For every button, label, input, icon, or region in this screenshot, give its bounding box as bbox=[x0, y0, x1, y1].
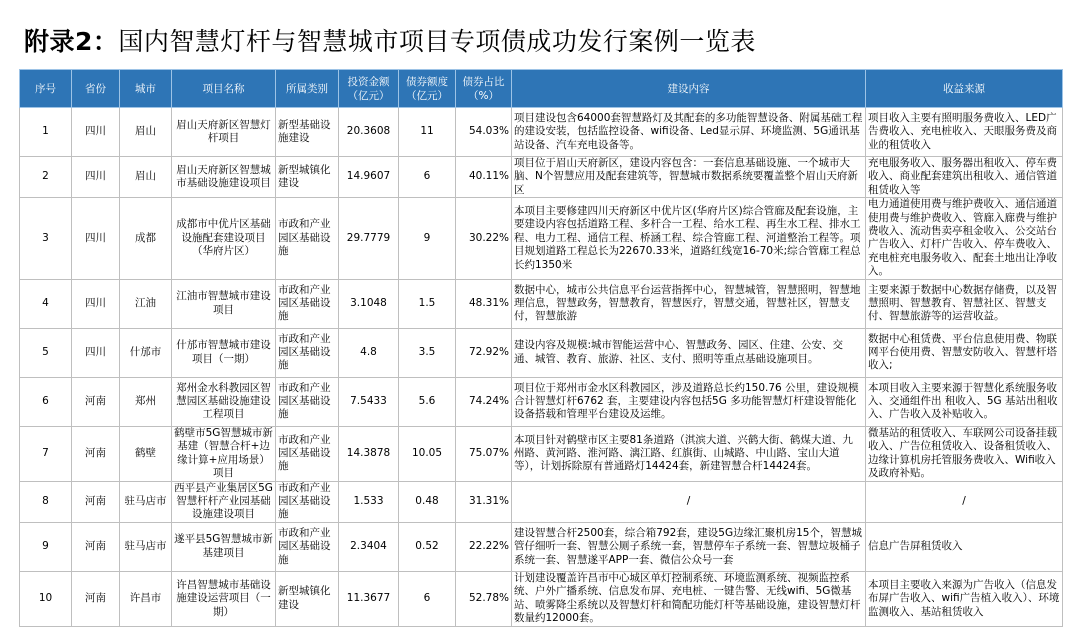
table-row bbox=[20, 108, 1063, 157]
cell-index: 8 bbox=[20, 481, 72, 522]
cell-project-name: 什邡市智慧城市建设项目（一期） bbox=[172, 328, 276, 377]
table-row bbox=[20, 426, 1063, 481]
cell-investment: 3.1048 bbox=[339, 279, 399, 328]
cell-investment: 4.8 bbox=[339, 328, 399, 377]
cell-province: 四川 bbox=[72, 157, 120, 198]
cell-revenue: 电力通道使用费与维护费收入、通信通道使用费与维护费收入、管廊入廊费与维护费收入、流动售卖亭租金收入、公交站台广告收入、灯杆广告收入、停车费收入、充电桩充电服务收入、配套土地出让净收入。 bbox=[866, 198, 1063, 279]
cell-province: 河南 bbox=[72, 571, 120, 626]
cell-project-name: 遂平县5G智慧城市新基建项目 bbox=[172, 522, 276, 571]
cell-investment: 14.9607 bbox=[339, 157, 399, 198]
cell-city: 驻马店市 bbox=[120, 481, 172, 522]
cell-project-name: 眉山天府新区智慧城市基础设施建设项目 bbox=[172, 157, 276, 198]
cell-revenue: 本项目主要收入来源为广告收入（信息发布屏广告收入、wifi广告植入收入）、环境监测收入、基站租赁收入 bbox=[866, 571, 1063, 626]
cell-content: 建设智慧合杆2500套，综合箱792套，建设5G边缘汇聚机房15个，智慧城管仔细听一套、智慧公厕子系统一套，智慧停车子系统一套、智慧垃圾桶子系统一套、智慧遂平APP一套、微信公众号一套 bbox=[512, 522, 866, 571]
cell-bond-amount: 1.5 bbox=[399, 279, 456, 328]
cell-city: 许昌市 bbox=[120, 571, 172, 626]
cell-province: 河南 bbox=[72, 481, 120, 522]
cell-revenue: 数据中心租赁费、平台信息使用费、物联网平台使用费、智慧安防收入、智慧杆塔收入; bbox=[866, 328, 1063, 377]
cell-index: 1 bbox=[20, 108, 72, 157]
cell-revenue: 微基站的租赁收入、车联网公司设备挂载收入、广告位租赁收入、设备租赁收入、边缘计算机房托管服务费收入、Wifi收入及政府补贴。 bbox=[866, 426, 1063, 481]
cell-province: 河南 bbox=[72, 426, 120, 481]
project-table bbox=[19, 69, 1063, 627]
cell-bond-ratio: 22.22% bbox=[456, 522, 512, 571]
cell-bond-ratio: 75.07% bbox=[456, 426, 512, 481]
cell-revenue: 项目收入主要有照明服务费收入、LED广告费收入、充电桩收入、天眼服务费及商业的租赁收入 bbox=[866, 108, 1063, 157]
cell-category: 市政和产业园区基础设施 bbox=[276, 377, 339, 426]
cell-project-name: 眉山天府新区智慧灯杆项目 bbox=[172, 108, 276, 157]
cell-category: 市政和产业园区基础设施 bbox=[276, 198, 339, 279]
header-cell: 债券额度（亿元） bbox=[399, 70, 456, 108]
cell-bond-amount: 6 bbox=[399, 571, 456, 626]
cell-content: / bbox=[512, 481, 866, 522]
cell-province: 四川 bbox=[72, 198, 120, 279]
cell-category: 市政和产业园区基础设施 bbox=[276, 522, 339, 571]
cell-city: 鹤壁 bbox=[120, 426, 172, 481]
cell-index: 3 bbox=[20, 198, 72, 279]
cell-province: 河南 bbox=[72, 377, 120, 426]
cell-investment: 1.533 bbox=[339, 481, 399, 522]
cell-investment: 20.3608 bbox=[339, 108, 399, 157]
cell-investment: 14.3878 bbox=[339, 426, 399, 481]
table-row bbox=[20, 198, 1063, 279]
cell-city: 眉山 bbox=[120, 108, 172, 157]
header-cell: 省份 bbox=[72, 70, 120, 108]
cell-province: 河南 bbox=[72, 522, 120, 571]
cell-content: 项目位于眉山天府新区，建设内容包含：一套信息基础设施、一个城市大脑、N个智慧应用及配套建筑等，智慧城市数据系统要覆盖整个眉山天府新区 bbox=[512, 157, 866, 198]
title-prefix: 附录2： bbox=[24, 27, 119, 56]
cell-project-name: 鹤壁市5G智慧城市新基建（智慧合杆+边缘计算+应用场景）项目 bbox=[172, 426, 276, 481]
cell-bond-amount: 9 bbox=[399, 198, 456, 279]
cell-content: 计划建设覆盖许昌市中心城区单灯控制系统、环境监测系统、视频监控系统、户外广播系统、信息发布屏、充电桩、一键告警、无线wifi、5G微基站、喷雾降尘系统以及智慧灯杆和简配功能灯杆等基础设施，建设智慧灯杆数量约12000套。 bbox=[512, 571, 866, 626]
cell-category: 市政和产业园区基础设施 bbox=[276, 328, 339, 377]
project-table-container bbox=[19, 69, 1062, 627]
cell-bond-ratio: 72.92% bbox=[456, 328, 512, 377]
cell-index: 9 bbox=[20, 522, 72, 571]
cell-bond-amount: 3.5 bbox=[399, 328, 456, 377]
header-cell: 项目名称 bbox=[172, 70, 276, 108]
cell-bond-amount: 6 bbox=[399, 157, 456, 198]
cell-project-name: 西平县产业集居区5G智慧杆杆产业园基础设施建设项目 bbox=[172, 481, 276, 522]
cell-revenue: 本项目收入主要来源于智慧化系统服务收入、交通组件出 租收入、5G 基站出租收入、广告收入及补贴收入。 bbox=[866, 377, 1063, 426]
header-cell: 债券占比（%） bbox=[456, 70, 512, 108]
cell-content: 本项目针对鹤壁市区主要81条道路（淇滨大道、兴鹤大街、鹤煤大道、九州路、黄河路、淮河路、漓江路、红旗街、山城路、中山路、宝山大道等），计划拆除原有普通路灯14424套，新建智慧合杆14424套。 bbox=[512, 426, 866, 481]
table-row bbox=[20, 571, 1063, 626]
cell-content: 建设内容及规模:城市智能运营中心、智慧政务、园区、住建、公安、交通、城管、教育、旅游、社区、支付、照明等重点基础设施项目。 bbox=[512, 328, 866, 377]
cell-category: 市政和产业园区基础设施 bbox=[276, 279, 339, 328]
cell-city: 驻马店市 bbox=[120, 522, 172, 571]
cell-content: 项目建设包含64000套智慧路灯及其配套的多功能智慧设备、附属基础工程的建设安装，包括监控设备、wifi设备、Led显示屏、环境监测、5G通讯基站设备、汽车充电设备等。 bbox=[512, 108, 866, 157]
cell-city: 郑州 bbox=[120, 377, 172, 426]
table-row bbox=[20, 522, 1063, 571]
cell-index: 10 bbox=[20, 571, 72, 626]
cell-bond-amount: 0.48 bbox=[399, 481, 456, 522]
cell-bond-amount: 5.6 bbox=[399, 377, 456, 426]
cell-category: 市政和产业园区基础设施 bbox=[276, 426, 339, 481]
cell-bond-ratio: 54.03% bbox=[456, 108, 512, 157]
cell-category: 新型城镇化建设 bbox=[276, 571, 339, 626]
cell-bond-ratio: 40.11% bbox=[456, 157, 512, 198]
cell-index: 7 bbox=[20, 426, 72, 481]
table-row bbox=[20, 157, 1063, 198]
cell-index: 2 bbox=[20, 157, 72, 198]
header-cell: 收益来源 bbox=[866, 70, 1063, 108]
title-text: 国内智慧灯杆与智慧城市项目专项债成功发行案例一览表 bbox=[118, 27, 756, 56]
cell-investment: 11.3677 bbox=[339, 571, 399, 626]
cell-revenue: 信息广告屏租赁收入 bbox=[866, 522, 1063, 571]
cell-bond-ratio: 52.78% bbox=[456, 571, 512, 626]
cell-bond-ratio: 31.31% bbox=[456, 481, 512, 522]
cell-index: 4 bbox=[20, 279, 72, 328]
cell-bond-ratio: 48.31% bbox=[456, 279, 512, 328]
cell-category: 新型城镇化建设 bbox=[276, 157, 339, 198]
cell-city: 什邡市 bbox=[120, 328, 172, 377]
cell-project-name: 江油市智慧城市建设项目 bbox=[172, 279, 276, 328]
table-row bbox=[20, 481, 1063, 522]
table-row bbox=[20, 328, 1063, 377]
header-cell: 序号 bbox=[20, 70, 72, 108]
table-row bbox=[20, 377, 1063, 426]
cell-city: 成都 bbox=[120, 198, 172, 279]
cell-bond-ratio: 30.22% bbox=[456, 198, 512, 279]
cell-province: 四川 bbox=[72, 279, 120, 328]
cell-category: 新型基础设施建设 bbox=[276, 108, 339, 157]
table-header-row bbox=[20, 70, 1063, 108]
page-title bbox=[24, 22, 756, 62]
header-cell: 城市 bbox=[120, 70, 172, 108]
cell-province: 四川 bbox=[72, 108, 120, 157]
cell-content: 本项目主要修建四川天府新区中优片区(华府片区)综合管廊及配套设施，主要建设内容包括道路工程、多杆合一工程、给水工程、再生水工程、排水工程、电力工程、通信工程、桥涵工程、综合管廊工程、河道整治工程等。项目规划道路工程总长为22670.33米，道路红线宽16-70米;综合管廊工程总长约1350米 bbox=[512, 198, 866, 279]
cell-project-name: 成都市中优片区基础设施配套建设项目（华府片区） bbox=[172, 198, 276, 279]
cell-project-name: 郑州金水科教园区智慧园区基础设施建设工程项目 bbox=[172, 377, 276, 426]
cell-investment: 2.3404 bbox=[339, 522, 399, 571]
cell-investment: 29.7779 bbox=[339, 198, 399, 279]
cell-bond-ratio: 74.24% bbox=[456, 377, 512, 426]
cell-project-name: 许昌智慧城市基础设施建设运营项目（一期） bbox=[172, 571, 276, 626]
cell-city: 江油 bbox=[120, 279, 172, 328]
cell-content: 项目位于郑州市金水区科教园区，涉及道路总长约150.76 公里，建设规模合计智慧灯杆6762 套，主要建设内容包括5G 多功能智慧灯杆建设智能化设备搭载和管理平台建设及运维。 bbox=[512, 377, 866, 426]
cell-content: 数据中心，城市公共信息平台运营指挥中心，智慧城管，智慧照明，智慧地理信息，智慧政务，智慧教育，智慧医疗，智慧交通，智慧社区，智慧支付，智慧旅游 bbox=[512, 279, 866, 328]
header-cell: 建设内容 bbox=[512, 70, 866, 108]
cell-city: 眉山 bbox=[120, 157, 172, 198]
cell-investment: 7.5433 bbox=[339, 377, 399, 426]
cell-category: 市政和产业园区基础设施 bbox=[276, 481, 339, 522]
table-row bbox=[20, 279, 1063, 328]
header-cell: 所属类别 bbox=[276, 70, 339, 108]
header-cell: 投资金额（亿元） bbox=[339, 70, 399, 108]
cell-province: 四川 bbox=[72, 328, 120, 377]
cell-revenue: / bbox=[866, 481, 1063, 522]
cell-bond-amount: 10.05 bbox=[399, 426, 456, 481]
cell-bond-amount: 11 bbox=[399, 108, 456, 157]
cell-index: 5 bbox=[20, 328, 72, 377]
cell-bond-amount: 0.52 bbox=[399, 522, 456, 571]
cell-index: 6 bbox=[20, 377, 72, 426]
cell-revenue: 主要来源于数据中心数据存储费，以及智慧照明、智慧教育、智慧社区、智慧支付、智慧旅游等的运营收益。 bbox=[866, 279, 1063, 328]
cell-revenue: 充电服务收入、服务器出租收入、停车费收入、商业配套建筑出租收入、通信管道租赁收入等 bbox=[866, 157, 1063, 198]
